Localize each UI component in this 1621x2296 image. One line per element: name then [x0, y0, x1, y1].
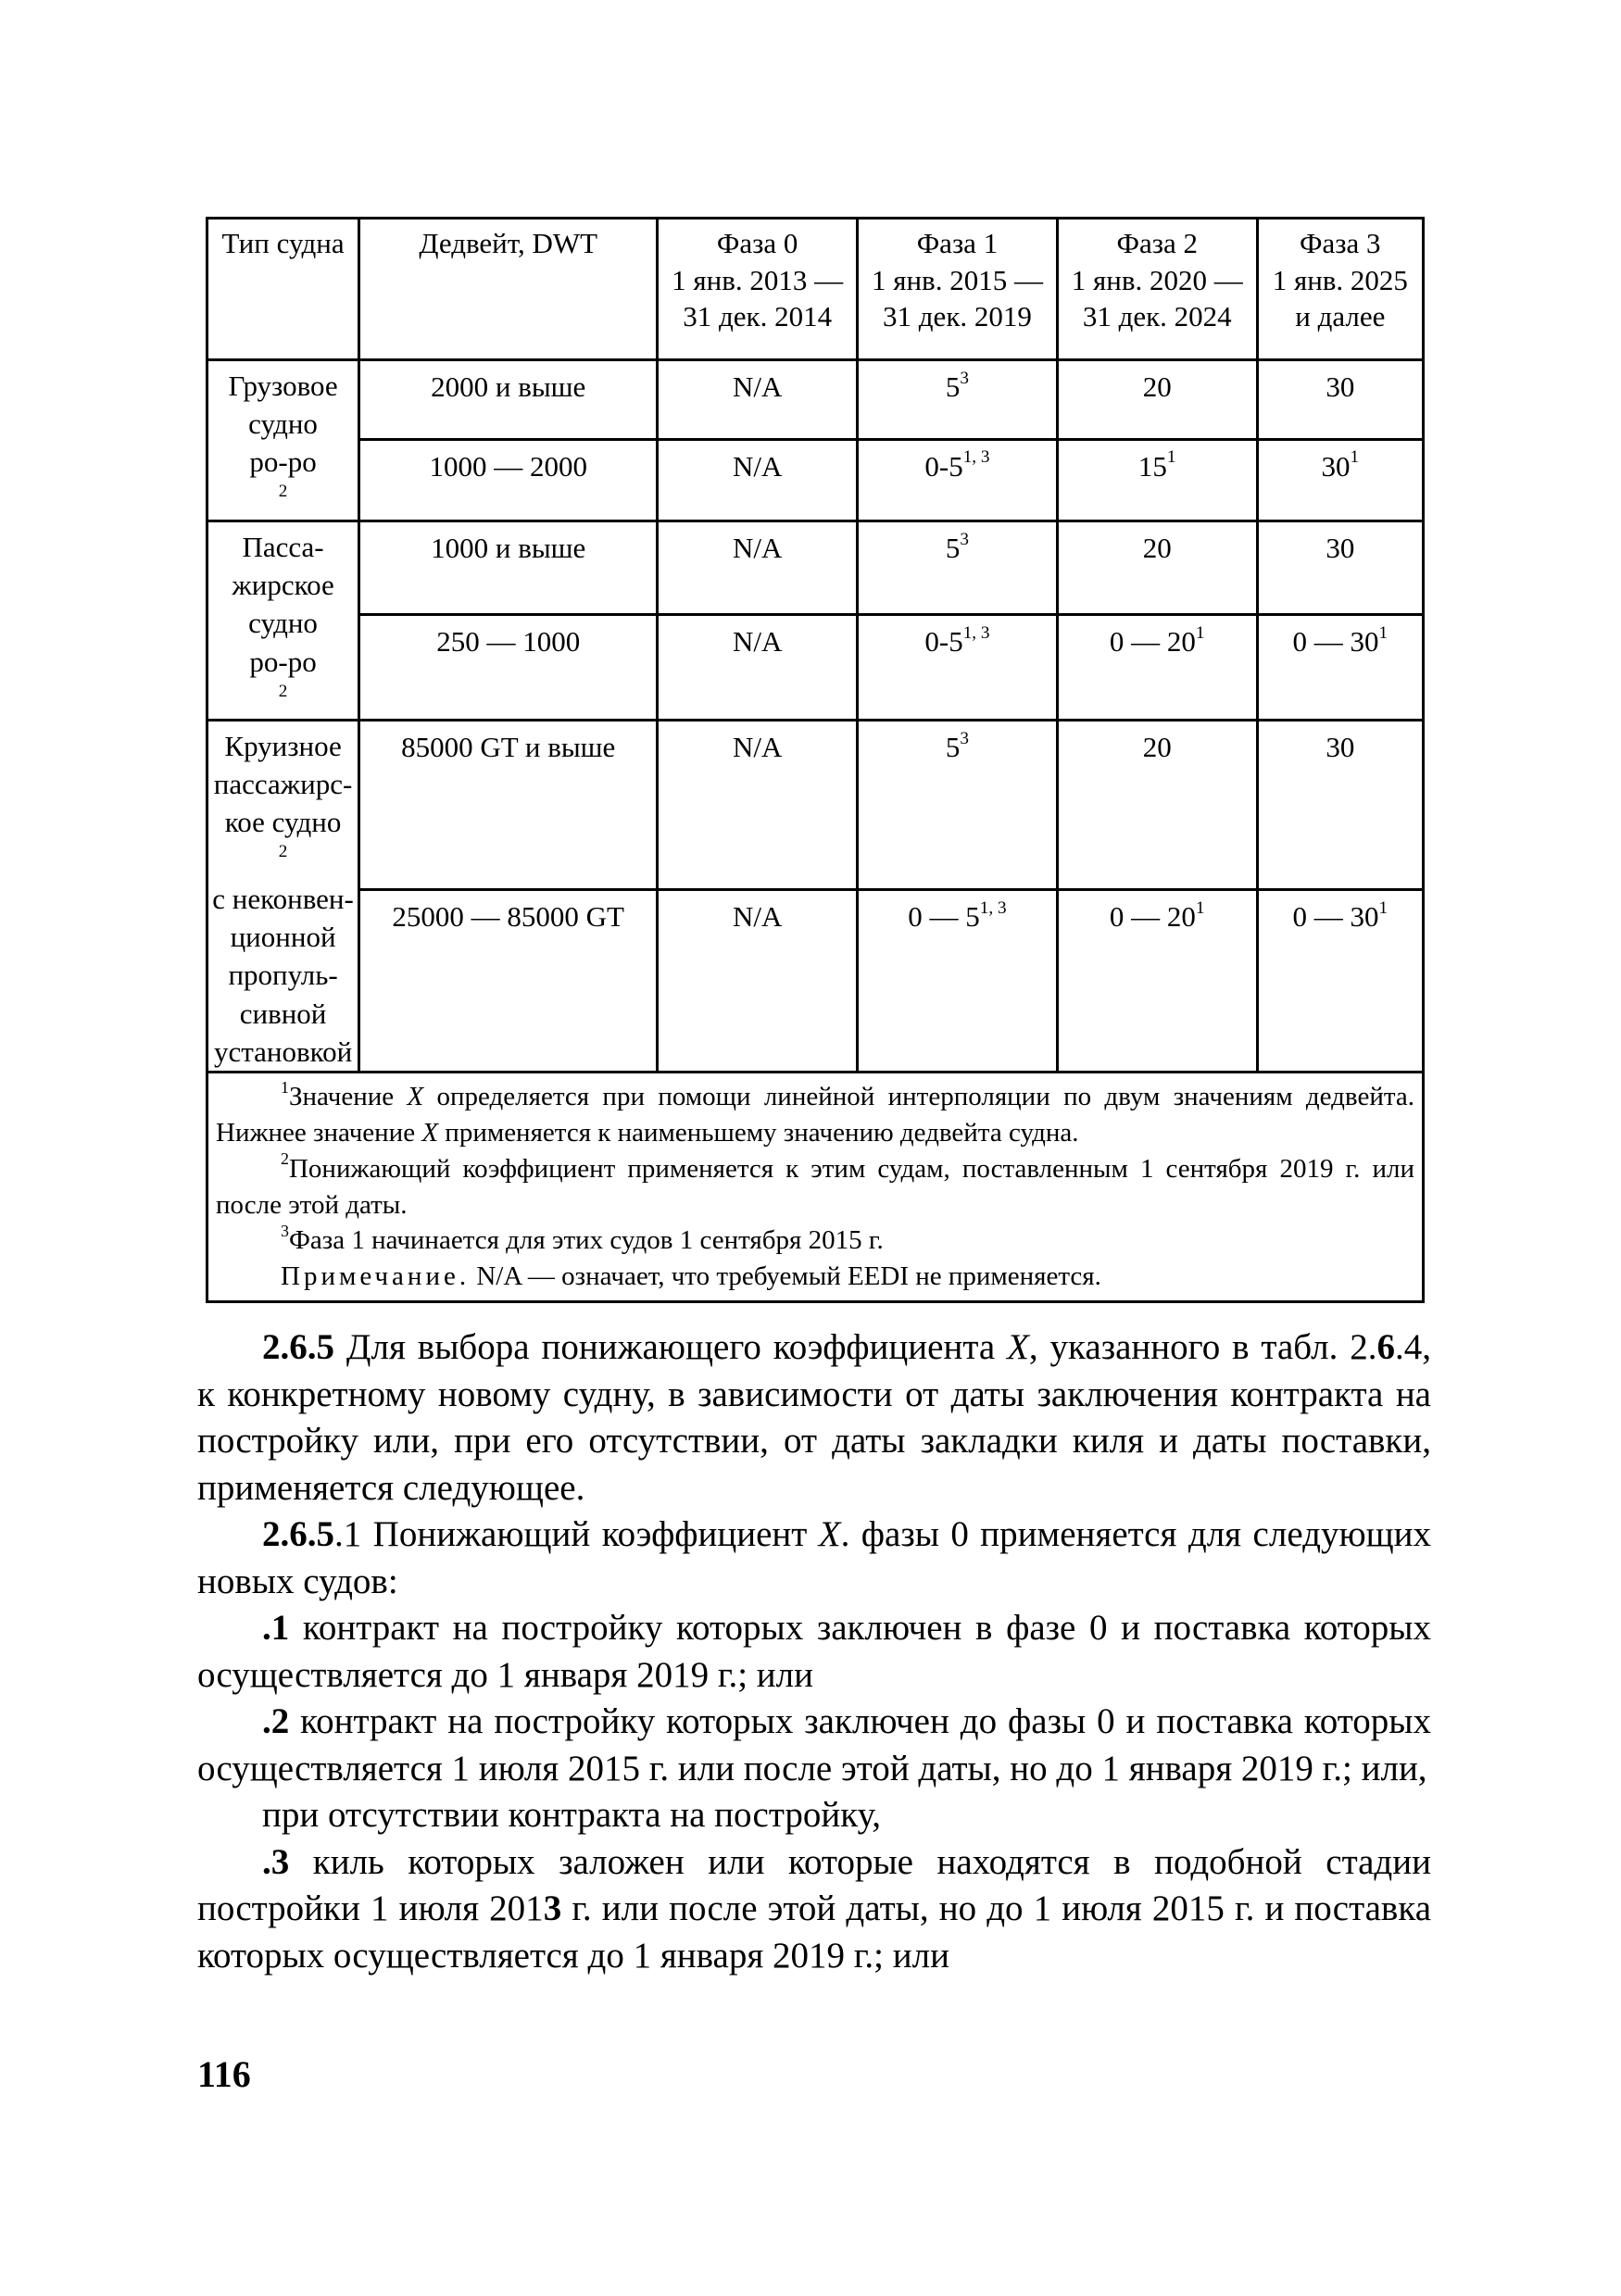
- table-row: [207, 615, 1424, 721]
- phase3-cell: 0 — $30^1$: [1257, 889, 1423, 1072]
- phase3-cell: 0 — $30^1$: [1257, 615, 1423, 721]
- table-row: [207, 521, 1424, 614]
- eedi-reduction-table: [206, 217, 1425, 1303]
- phase1-cell: 0-5$^{1, 3}$: [858, 615, 1058, 721]
- phase0-cell: N/A: [658, 521, 858, 614]
- list-item-3: .3 киль которых заложен или которые находятся в подобной стадии постройки 1 июля 2013 г. или после этой даты, но до 1 июля 2015 г. и поставка которых осуществляется до 1 января 2019 г.; или: [197, 1841, 1431, 1976]
- table-row: [207, 439, 1424, 521]
- header-phase-1: Фаза 1 1 янв. 2015 — 31 дек. 2019: [858, 219, 1058, 360]
- phase2-cell: 20: [1057, 720, 1257, 889]
- header-ship-type: Тип судна: [207, 219, 359, 360]
- page-number: 116: [197, 2053, 251, 2095]
- table-row: [207, 889, 1424, 1072]
- phase3-cell: $30^1$: [1257, 439, 1423, 521]
- ship-type-cruise-passenger: Круизное пассажирс- кое судно $^2$ с неконвен- ционной пропуль- сивной установкой: [207, 720, 359, 1072]
- phase0-cell: N/A: [658, 439, 858, 521]
- table-row: [207, 360, 1424, 440]
- phase1-cell: $5^3$: [858, 521, 1058, 614]
- paragraph-2-6-5: 2.6.5 Для выбора понижающего коэффициента X, указанного в табл. 2.6.4, к конкретному новому судну, в зависимости от даты заключения контракта на постройку или, при его отсутствии, от даты закладки киля и даты поставки, применяется следующее.: [197, 1327, 1431, 1508]
- phase1-cell: $5^3$: [858, 360, 1058, 440]
- table-row: [207, 720, 1424, 889]
- dwt-cell: 1000 — 2000: [359, 439, 658, 521]
- absent-contract-line: при отсутствии контракта на постройку,: [262, 1795, 881, 1835]
- phase2-cell: 20: [1057, 521, 1257, 614]
- header-phase-3: Фаза 3 1 янв. 2025 и далее: [1257, 219, 1423, 360]
- footnote-2: $^2$Понижающий коэффициент применяется к этим судам, поставленным 1 сентября 2019 г. или после этой даты.: [216, 1149, 1414, 1220]
- phase2-cell: 0 — $20^1$: [1057, 889, 1257, 1072]
- table-footnotes: [207, 1072, 1424, 1301]
- paragraph-2-6-5-1: 2.6.5.1 Понижающий коэффициент X. фазы 0 применяется для следующих новых судов:: [197, 1514, 1431, 1601]
- ship-type-cargo-roro: Грузовое судно ро-ро $^2$: [207, 360, 359, 521]
- phase0-cell: N/A: [658, 720, 858, 889]
- list-item-2: .2 контракт на постройку которых заключен до фазы 0 и поставка которых осуществляется 1 июля 2015 г. или после этой даты, но до 1 января 2019 г.; или,: [197, 1701, 1431, 1788]
- phase0-cell: N/A: [658, 889, 858, 1072]
- table-header-row: [207, 219, 1424, 360]
- list-item-1: .1 контракт на постройку которых заключен в фазе 0 и поставка которых осуществляется до 1 января 2019 г.; или: [197, 1608, 1431, 1695]
- phase1-cell: 0 — 5$^{1, 3}$: [858, 889, 1058, 1072]
- phase3-cell: 30: [1257, 521, 1423, 614]
- phase2-cell: 20: [1057, 360, 1257, 440]
- footnote-3: $^3$Фаза 1 начинается для этих судов 1 сентября 2015 г.: [281, 1222, 884, 1256]
- phase1-cell: $5^3$: [858, 720, 1058, 889]
- ship-type-passenger-roro: Пасса- жирское судно ро-ро $^2$: [207, 521, 359, 720]
- phase0-cell: N/A: [658, 615, 858, 721]
- table-remark: Примечание. N/A — означает, что требуемый EEDI не применяется.: [281, 1261, 1101, 1292]
- dwt-cell: 250 — 1000: [359, 615, 658, 721]
- header-dwt: Дедвейт, DWT: [359, 219, 658, 360]
- footnote-1: $^1$Значение X определяется при помощи линейной интерполяции по двум значениям дедвейта. Нижнее значение X применяется к наименьшему значению дедвейта судна.: [216, 1077, 1414, 1148]
- dwt-cell: 1000 и выше: [359, 521, 658, 614]
- phase3-cell: 30: [1257, 360, 1423, 440]
- header-phase-0: Фаза 0 1 янв. 2013 — 31 дек. 2014: [658, 219, 858, 360]
- phase2-cell: 0 — $20^1$: [1057, 615, 1257, 721]
- dwt-cell: 85000 GT и выше: [359, 720, 658, 889]
- table-notes-row: [207, 1072, 1424, 1301]
- dwt-cell: 2000 и выше: [359, 360, 658, 440]
- dwt-cell: 25000 — 85000 GT: [359, 889, 658, 1072]
- phase2-cell: $15^1$: [1057, 439, 1257, 521]
- body-text: [197, 1324, 1431, 1979]
- header-phase-2: Фаза 2 1 янв. 2020 — 31 дек. 2024: [1057, 219, 1257, 360]
- phase3-cell: 30: [1257, 720, 1423, 889]
- phase1-cell: 0-5$^{1, 3}$: [858, 439, 1058, 521]
- phase0-cell: N/A: [658, 360, 858, 440]
